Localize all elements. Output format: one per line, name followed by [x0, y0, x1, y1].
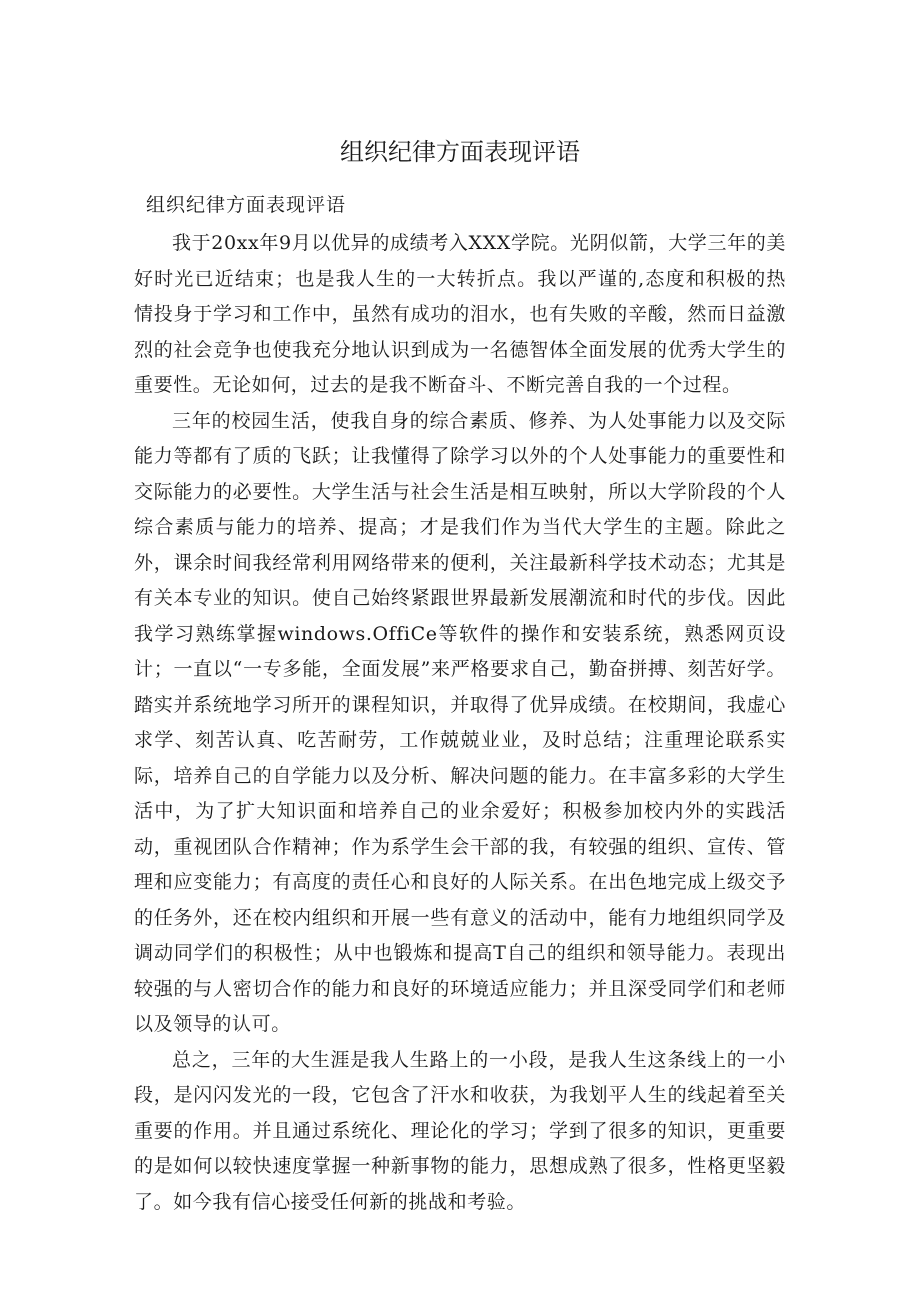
document-title: 组织纪律方面表现评语	[340, 138, 580, 167]
paragraph-1: 我于20xx年9月以优异的成绩考入XXX学院。光阴似箭，大学三年的美好时光已近结束；也是我人生的一大转折点。我以严谨的,态度和积极的热情投身于学习和工作中，虽然有成功的泪水，也有失败的辛酸，然而日益激烈的社会竞争也使我充分地认识到成为一名德智体全面发展的优秀大学生的重要性。无论如何，过去的是我不断奋斗、不断完善自我的一个过程。	[134, 232, 786, 396]
paragraph-3: 总之，三年的大生涯是我人生路上的一小段，是我人生这条线上的一小段，是闪闪发光的一段，它包含了汗水和收获，为我划平人生的线起着至关重要的作用。并且通过系统化、理论化的学习；学到了很多的知识，更重要的是如何以较快速度掌握一种新事物的能力，思想成熟了很多，性格更坚毅了。如今我有信心接受任何新的挑战和考验。	[134, 1048, 786, 1213]
paragraph-2: 三年的校园生活，使我自身的综合素质、修养、为人处事能力以及交际能力等都有了质的飞跃；让我懂得了除学习以外的个人处事能力的重要性和交际能力的必要性。大学生活与社会生活是相互映射，所以大学阶段的个人综合素质与能力的培养、提高；才是我们作为当代大学生的主题。除此之外，课余时间我经常利用网络带来的便利，关注最新科学技术动态；尤其是有关本专业的知识。使自己始终紧跟世界最新发展潮流和时代的步伐。因此我学习熟练掌握windows.OffiCe等软件的操作和安装系统，熟悉网页设计；一直以“一专多能，全面发展”来严格要求自己，勤奋拼搏、刻苦好学。踏实并系统地学习所开的课程知识，并取得了优异成绩。在校期间，我虚心求学、刻苦认真、吃苦耐劳，工作兢兢业业，及时总结；注重理论联系实际，培养自己的自学能力以及分析、解决问题的能力。在丰富多彩的大学生活中，为了扩大知识面和培养自己的业余爱好；积极参加校内外的实践活动，重视团队合作精神；作为系学生会干部的我，有较强的组织、宣传、管理和应变能力；有高度的责任心和良好的人际关系。在出色地完成上级交予的任务外，还在校内组织和开展一些有意义的活动中，能有力地组织同学及调动同学们的积极性；从中也锻炼和提高T自己的组织和领导能力。表现出较强的与人密切合作的能力和良好的环境适应能力；并且深受同学们和老师以及领导的认可。	[134, 409, 786, 1035]
document-subtitle: 组织纪律方面表现评语	[146, 194, 347, 216]
document-body	[134, 226, 786, 1220]
